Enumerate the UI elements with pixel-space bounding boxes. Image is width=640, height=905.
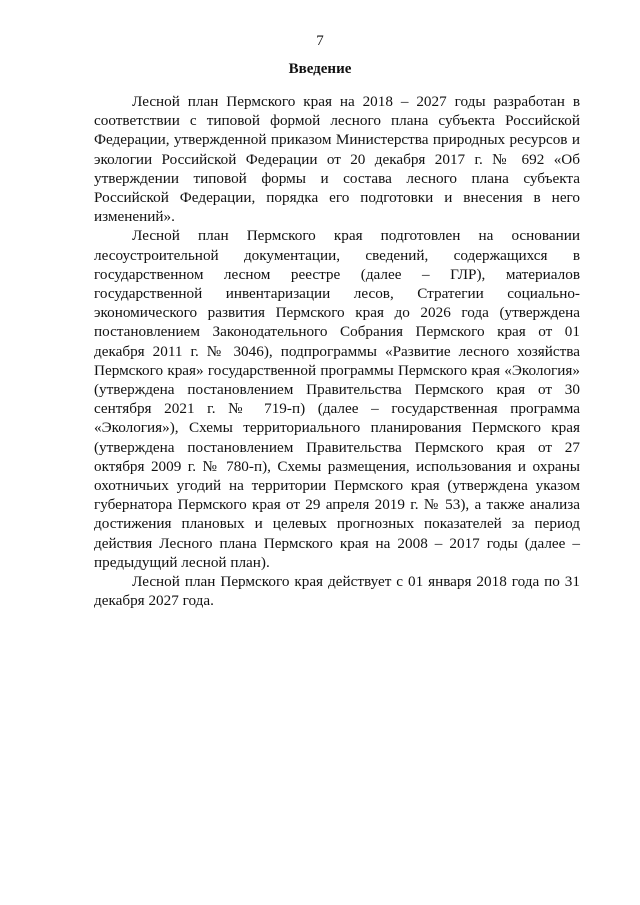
page-number: 7	[316, 33, 324, 49]
section-heading: Введение	[288, 61, 352, 77]
document-body	[94, 92, 580, 610]
paragraph-2: Лесной план Пермского края подготовлен на основании лесоустроительной документации, сведений, содержащихся в государственном лесном реестре (далее – ГЛР), материалов государственной инвентаризации лесов, Стратегии социально-экономического развития Пермского края до 2026 года (утверждена постановлением Законодательного Собрания Пермского края от 01 декабря 2011 г. № 3046), подпрограммы «Развитие лесного хозяйства Пермского края» государственной программы Пермского края «Экология» (утверждена постановлением Правительства Пермского края от 30 сентября 2021 г. № 719-п) (далее – государственная программа «Экология»), Схемы территориального планирования Пермского края (утверждена постановлением Правительства Пермского края от 27 октября 2009 г. № 780-п), Схемы размещения, использования и охраны охотничьих угодий на территории Пермского края (утверждена указом губернатора Пермского края от 29 апреля 2019 г. № 53), а также анализа достижения плановых и целевых прогнозных показателей за период действия Лесного плана Пермского края на 2008 – 2017 годы (далее – предыдущий лесной план).	[94, 227, 580, 571]
paragraph-1: Лесной план Пермского края на 2018 – 2027 годы разработан в соответствии с типовой формой лесного плана субъекта Российской Федерации, утвержденной приказом Министерства природных ресурсов и экологии Российской Федерации от 20 декабря 2017 г. № 692 «Об утверждении типовой формы и состава лесного плана субъекта Российской Федерации, порядка его подготовки и внесения в него изменений».	[94, 93, 580, 226]
paragraph-3: Лесной план Пермского края действует с 01 января 2018 года по 31 декабря 2027 года.	[94, 573, 580, 610]
